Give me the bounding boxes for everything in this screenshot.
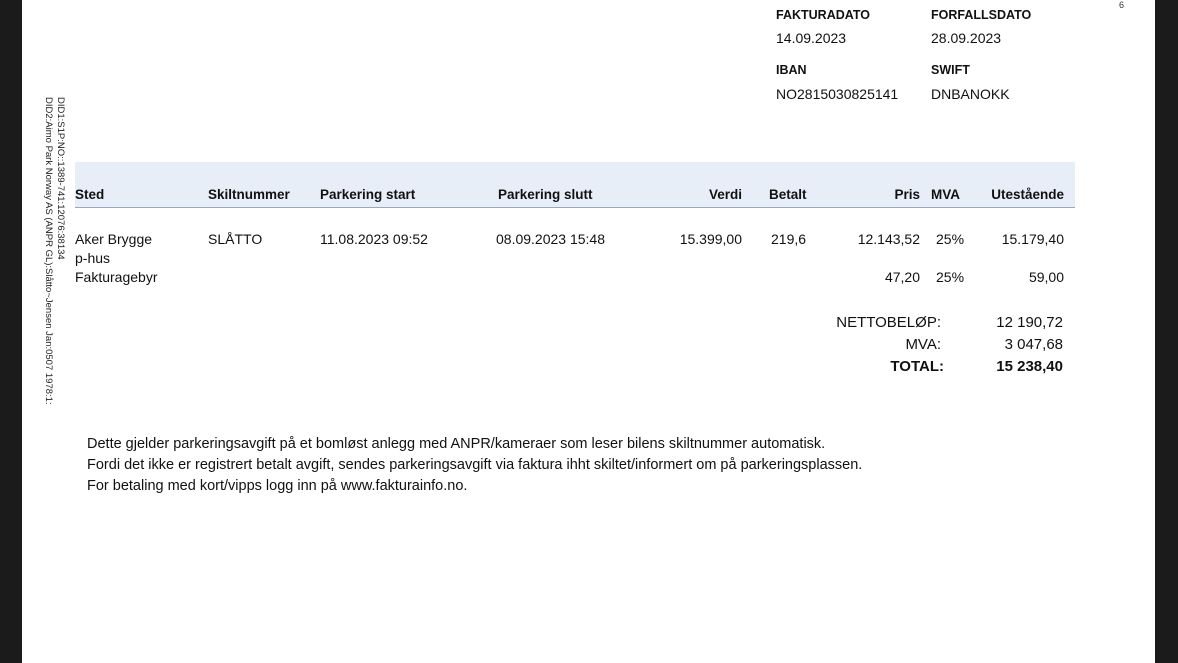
col-header-betalt: Betalt <box>769 187 807 202</box>
due-date-label: FORFALLSDATO <box>931 8 1032 22</box>
note-line-1: Dette gjelder parkeringsavgift på et bomløst anlegg med ANPR/kameraer som leser bilens skiltnummer automatisk. <box>87 436 826 452</box>
netto-value: 12 190,72 <box>996 314 1063 331</box>
cell-mva: 25% <box>936 269 965 285</box>
netto-label: NETTOBELØP: <box>836 314 941 331</box>
iban-label: IBAN <box>776 63 807 77</box>
mva-total-label: MVA: <box>905 336 941 353</box>
col-header-mva: MVA <box>931 187 960 202</box>
cell-slutt: 08.09.2023 15:48 <box>496 231 605 247</box>
iban-value: NO2815030825141 <box>776 86 899 102</box>
invoice-date-label: FAKTURADATO <box>776 8 870 22</box>
cell-pris: 47,20 <box>884 269 920 285</box>
invoice-date: 14.09.2023 <box>776 30 847 46</box>
side-text-line1: DID1:S1P:NO::1389-741:12076:38134 <box>55 97 66 260</box>
col-header-sted: Sted <box>75 187 105 202</box>
cell-verdi: 15.399,00 <box>679 231 742 247</box>
cell-utestaende: 15.179,40 <box>1001 231 1064 247</box>
total-value: 15 238,40 <box>996 358 1063 375</box>
cell-sted-line2: p-hus <box>75 250 111 266</box>
cell-mva: 25% <box>936 231 965 247</box>
cell-sted: Fakturagebyr <box>75 269 158 285</box>
col-header-utestaende: Utestående <box>991 187 1064 202</box>
col-header-skiltnummer: Skiltnummer <box>208 187 290 202</box>
col-header-pris: Pris <box>894 187 920 202</box>
cell-pris: 12.143,52 <box>857 231 920 247</box>
note-line-3: For betaling med kort/vipps logg inn på www.fakturainfo.no. <box>87 478 468 494</box>
col-header-slutt: Parkering slutt <box>498 187 593 202</box>
due-date: 28.09.2023 <box>931 30 1002 46</box>
cell-betalt: 219,6 <box>771 231 807 247</box>
col-header-verdi: Verdi <box>708 187 742 202</box>
col-header-start: Parkering start <box>320 187 416 202</box>
total-label: TOTAL: <box>890 358 944 375</box>
invoice-page <box>22 0 1155 663</box>
cell-skiltnummer: SLÅTTO <box>208 231 263 247</box>
cell-utestaende: 59,00 <box>1028 269 1064 285</box>
note-line-2: Fordi det ikke er registrert betalt avgift, sendes parkeringsavgift via faktura ihht skiltet/informert om på parkeringsplassen. <box>87 457 863 473</box>
table-header-divider <box>75 207 1075 208</box>
swift-label: SWIFT <box>931 63 970 77</box>
mva-total-value: 3 047,68 <box>1004 336 1063 353</box>
cell-start: 11.08.2023 09:52 <box>320 231 428 247</box>
cell-sted: Aker Brygge <box>75 231 153 247</box>
corner-mark: 6 <box>1119 0 1125 10</box>
side-text-line2: DID2:Aimo Park Norway AS (ANPR GL):Slåtto~Jensen Jan:0507 1978:1: <box>43 97 54 405</box>
swift-value: DNBANOKK <box>931 86 1010 102</box>
